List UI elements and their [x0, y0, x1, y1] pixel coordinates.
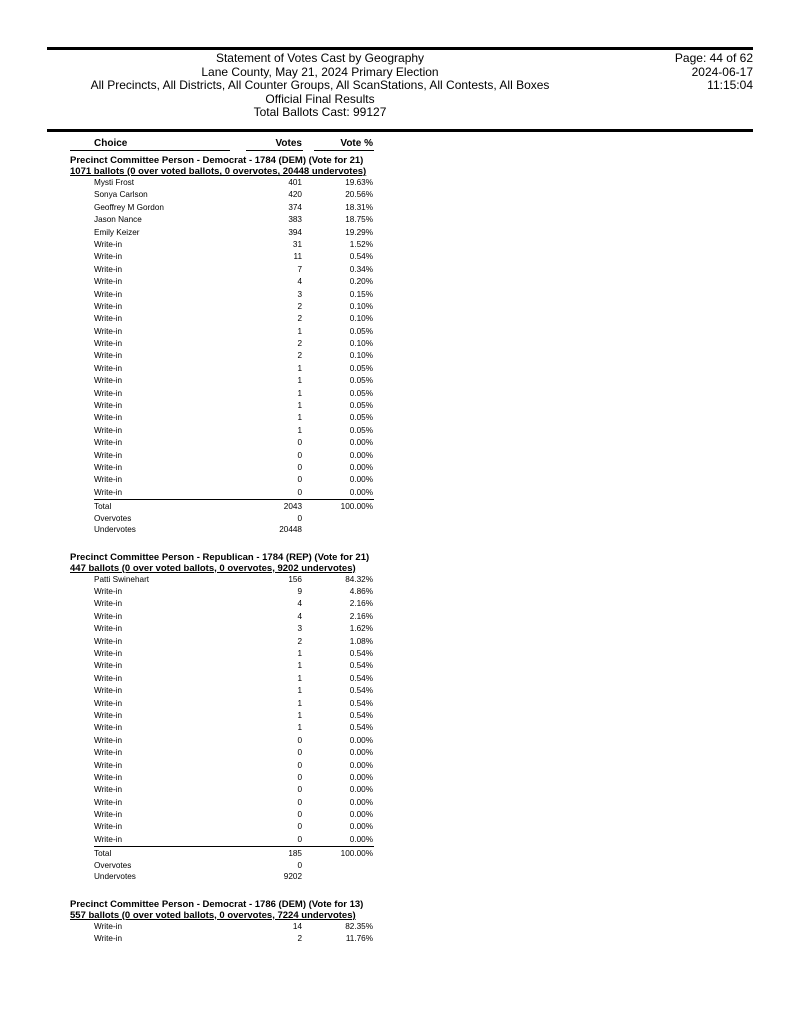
vote-percent: 0.00% [349, 462, 373, 472]
choice-name: Write-in [94, 760, 123, 770]
result-row [0, 501, 800, 513]
vote-count: 0 [297, 797, 302, 807]
result-row [0, 860, 800, 872]
vote-percent: 100.00% [340, 502, 373, 512]
choice-name: Geoffrey M Gordon [94, 202, 164, 212]
vote-percent: 0.05% [349, 388, 373, 398]
vote-count: 2 [297, 314, 302, 324]
choice-name: Overvotes [94, 513, 132, 523]
report-date: 2024-06-17 [691, 64, 753, 79]
vote-count: 0 [297, 772, 302, 782]
page-number: Page: 44 of 62 [674, 51, 753, 65]
vote-percent: 0.00% [349, 438, 373, 448]
choice-name: Write-in [94, 425, 123, 435]
choice-name: Write-in [94, 748, 123, 758]
choice-name: Total [94, 849, 112, 859]
choice-name: Write-in [94, 636, 123, 646]
result-row [0, 611, 800, 623]
vote-count: 9 [297, 587, 302, 597]
vote-count: 0 [297, 760, 302, 770]
choice-name: Sonya Carlson [94, 190, 148, 200]
contest-section [0, 899, 800, 946]
choice-name: Write-in [94, 834, 123, 844]
report-title: Statement of Votes Cast by Geography [215, 51, 425, 65]
vote-percent: 0.54% [349, 661, 373, 671]
vote-percent: 19.29% [345, 227, 373, 237]
choice-name: Write-in [94, 351, 123, 361]
page-info [593, 52, 753, 93]
result-row [0, 338, 800, 350]
result-row [0, 276, 800, 288]
vote-percent: 84.32% [345, 574, 373, 584]
result-row [0, 301, 800, 313]
choice-name: Write-in [94, 462, 123, 472]
vote-count: 7 [297, 264, 302, 274]
vote-count: 2 [297, 339, 302, 349]
vote-percent: 0.00% [349, 785, 373, 795]
vote-count: 1 [297, 698, 302, 708]
column-header-choice: Choice [94, 138, 128, 149]
column-header-votes: Votes [275, 138, 302, 149]
choice-name: Jason Nance [94, 215, 142, 225]
result-row [0, 698, 800, 710]
result-row [0, 239, 800, 251]
vote-percent: 0.54% [349, 698, 373, 708]
vote-count: 0 [297, 748, 302, 758]
contest-summary [0, 910, 800, 921]
vote-percent: 82.35% [345, 921, 373, 931]
result-row [0, 474, 800, 486]
choice-name: Write-in [94, 810, 123, 820]
election-name: Lane County, May 21, 2024 Primary Election [201, 64, 439, 79]
vote-count: 1 [297, 388, 302, 398]
vote-count: 1 [297, 710, 302, 720]
result-row [0, 251, 800, 263]
choice-name: Write-in [94, 785, 123, 795]
vote-percent: 0.54% [349, 673, 373, 683]
vote-percent: 0.20% [349, 277, 373, 287]
choice-name: Write-in [94, 723, 123, 733]
vote-count: 4 [297, 611, 302, 621]
contest-summary-text: 557 ballots (0 over voted ballots, 0 overvotes, 7224 undervotes) [70, 909, 356, 921]
vote-percent: 18.31% [345, 202, 373, 212]
vote-count: 0 [297, 450, 302, 460]
vote-count: 1 [297, 425, 302, 435]
result-row [0, 513, 800, 525]
vote-count: 1 [297, 661, 302, 671]
result-row [0, 586, 800, 598]
vote-percent: 19.63% [345, 178, 373, 187]
vote-percent: 0.05% [349, 401, 373, 411]
vote-percent: 0.00% [349, 748, 373, 758]
result-row [0, 412, 800, 424]
vote-percent: 0.54% [349, 710, 373, 720]
result-row [0, 313, 800, 325]
vote-count: 156 [288, 574, 302, 584]
vote-count: 374 [288, 202, 302, 212]
choice-name: Write-in [94, 289, 123, 299]
vote-percent: 100.00% [340, 849, 373, 859]
report-time: 11:15:04 [707, 78, 753, 93]
vote-percent: 0.54% [349, 252, 373, 262]
choice-name: Write-in [94, 934, 123, 944]
vote-count: 1 [297, 413, 302, 423]
choice-name: Write-in [94, 301, 123, 311]
choice-name: Write-in [94, 438, 123, 448]
result-row [0, 462, 800, 474]
result-row [0, 797, 800, 809]
result-row [0, 400, 800, 412]
result-row [0, 264, 800, 276]
vote-count: 0 [297, 810, 302, 820]
vote-count: 0 [297, 834, 302, 844]
result-row [0, 673, 800, 685]
result-row [0, 648, 800, 660]
choice-name: Write-in [94, 363, 123, 373]
choice-name: Write-in [94, 822, 123, 832]
column-header-rule [246, 150, 303, 151]
choice-name: Write-in [94, 475, 123, 485]
contest-section [0, 155, 800, 536]
result-row [0, 350, 800, 362]
choice-name: Mysti Frost [94, 178, 135, 187]
vote-percent: 0.00% [349, 797, 373, 807]
column-header-rule [70, 150, 230, 151]
result-row [0, 574, 800, 586]
vote-percent: 0.00% [349, 810, 373, 820]
vote-count: 2 [297, 934, 302, 944]
result-row [0, 921, 800, 933]
result-row [0, 710, 800, 722]
vote-percent: 0.05% [349, 363, 373, 373]
choice-name: Write-in [94, 326, 123, 336]
top-rule [47, 47, 753, 50]
vote-count: 3 [297, 289, 302, 299]
result-row [0, 177, 800, 189]
vote-percent: 2.16% [349, 599, 373, 609]
choice-name: Write-in [94, 376, 123, 386]
contest-summary [0, 563, 800, 574]
choice-name: Undervotes [94, 525, 136, 535]
vote-percent: 11.76% [345, 934, 373, 944]
result-row [0, 722, 800, 734]
column-header-vote-pct: Vote % [340, 138, 373, 149]
vote-percent: 0.15% [349, 289, 373, 299]
choice-name: Write-in [94, 314, 123, 324]
results-status: Official Final Results [265, 91, 375, 106]
vote-percent: 0.54% [349, 649, 373, 658]
vote-percent: 0.00% [349, 450, 373, 460]
vote-percent: 20.56% [345, 190, 373, 200]
vote-count: 185 [288, 849, 302, 859]
vote-percent: 0.05% [349, 376, 373, 386]
contest-title: Precinct Committee Person - Democrat - 1784 (DEM) (Vote for 21) [70, 155, 364, 166]
vote-count: 4 [297, 599, 302, 609]
vote-count: 0 [297, 785, 302, 795]
choice-name: Write-in [94, 797, 123, 807]
contest-summary-text: 447 ballots (0 over voted ballots, 0 overvotes, 9202 undervotes) [70, 562, 356, 574]
result-row [0, 598, 800, 610]
choice-name: Write-in [94, 686, 123, 696]
result-row [0, 747, 800, 759]
vote-count: 2 [297, 351, 302, 361]
contest-title: Precinct Committee Person - Democrat - 1786 (DEM) (Vote for 13) [70, 898, 364, 910]
vote-percent: 18.75% [345, 215, 373, 225]
result-row [0, 450, 800, 462]
choice-name: Write-in [94, 921, 123, 931]
vote-count: 0 [297, 513, 302, 523]
vote-count: 1 [297, 363, 302, 373]
vote-count: 0 [297, 462, 302, 472]
choice-name: Write-in [94, 587, 123, 597]
vote-percent: 0.00% [349, 822, 373, 832]
choice-name: Patti Swinehart [94, 574, 150, 584]
choice-name: Write-in [94, 624, 123, 634]
result-row [0, 784, 800, 796]
choice-name: Write-in [94, 661, 123, 671]
vote-percent: 0.05% [349, 425, 373, 435]
vote-count: 20448 [279, 525, 302, 535]
header-rule [47, 129, 753, 132]
vote-percent: 2.16% [349, 611, 373, 621]
choice-name: Emily Keizer [94, 227, 140, 237]
result-row [0, 437, 800, 449]
vote-count: 3 [297, 624, 302, 634]
result-row [94, 487, 374, 500]
result-row [0, 363, 800, 375]
choice-name: Overvotes [94, 860, 132, 870]
choice-name: Total [94, 502, 112, 512]
vote-percent: 0.10% [349, 339, 373, 349]
vote-percent: 0.00% [349, 487, 373, 497]
result-row [0, 202, 800, 214]
result-row [0, 326, 800, 338]
choice-name: Write-in [94, 487, 123, 497]
result-row [0, 848, 800, 860]
vote-percent: 1.08% [349, 636, 373, 646]
vote-count: 31 [292, 239, 302, 249]
vote-percent: 0.54% [349, 723, 373, 733]
result-row [0, 227, 800, 239]
vote-count: 2 [297, 636, 302, 646]
choice-name: Write-in [94, 277, 123, 287]
contest-title: Precinct Committee Person - Republican - 1784 (REP) (Vote for 21) [70, 551, 370, 563]
vote-count: 9202 [283, 872, 302, 882]
result-row [0, 623, 800, 635]
vote-percent: 0.54% [349, 686, 373, 696]
vote-count: 1 [297, 723, 302, 733]
vote-percent: 4.86% [349, 587, 373, 597]
choice-name: Write-in [94, 649, 123, 658]
choice-name: Write-in [94, 252, 123, 262]
result-row [0, 214, 800, 226]
choice-name: Write-in [94, 413, 123, 423]
vote-percent: 0.10% [349, 351, 373, 361]
result-row [0, 809, 800, 821]
vote-count: 401 [288, 178, 302, 187]
choice-name: Write-in [94, 611, 123, 621]
vote-count: 0 [297, 487, 302, 497]
vote-percent: 0.00% [349, 834, 373, 844]
vote-count: 0 [297, 475, 302, 485]
vote-count: 0 [297, 860, 302, 870]
choice-name: Write-in [94, 710, 123, 720]
vote-count: 11 [293, 252, 302, 262]
vote-count: 2043 [283, 502, 302, 512]
vote-count: 1 [297, 649, 302, 658]
result-row [0, 636, 800, 648]
contest-section [0, 552, 800, 883]
vote-count: 1 [297, 376, 302, 386]
vote-percent: 0.00% [349, 760, 373, 770]
choice-name: Write-in [94, 772, 123, 782]
result-row [0, 760, 800, 772]
contest-summary-text: 1071 ballots (0 over voted ballots, 0 overvotes, 20448 undervotes) [70, 166, 367, 177]
vote-count: 1 [297, 401, 302, 411]
vote-percent: 0.05% [349, 413, 373, 423]
vote-percent: 0.00% [349, 772, 373, 782]
vote-count: 1 [297, 326, 302, 336]
choice-name: Write-in [94, 239, 123, 249]
result-row [0, 933, 800, 945]
choice-name: Write-in [94, 599, 123, 609]
column-header-rule [314, 150, 374, 151]
vote-percent: 0.05% [349, 326, 373, 336]
results-content [0, 155, 800, 962]
vote-count: 0 [297, 735, 302, 745]
vote-percent: 0.00% [349, 475, 373, 485]
total-ballots-cast: Total Ballots Cast: 99127 [253, 105, 387, 120]
result-row [0, 735, 800, 747]
choice-name: Write-in [94, 450, 123, 460]
result-row [0, 685, 800, 697]
choice-name: Write-in [94, 673, 123, 683]
result-row [0, 524, 800, 536]
result-row [94, 834, 374, 847]
result-row [0, 821, 800, 833]
result-row [0, 425, 800, 437]
choice-name: Write-in [94, 698, 123, 708]
result-row [0, 871, 800, 883]
choice-name: Undervotes [94, 872, 136, 882]
vote-count: 0 [297, 822, 302, 832]
vote-percent: 0.00% [349, 735, 373, 745]
vote-count: 2 [297, 301, 302, 311]
vote-count: 1 [297, 673, 302, 683]
result-row [0, 388, 800, 400]
vote-count: 0 [297, 438, 302, 448]
choice-name: Write-in [94, 735, 123, 745]
vote-count: 394 [288, 227, 302, 237]
choice-name: Write-in [94, 388, 123, 398]
vote-count: 383 [288, 215, 302, 225]
vote-count: 4 [297, 277, 302, 287]
result-row [0, 375, 800, 387]
contest-summary [0, 166, 800, 177]
choice-name: Write-in [94, 339, 123, 349]
result-row [0, 660, 800, 672]
vote-percent: 0.10% [349, 301, 373, 311]
vote-percent: 1.62% [349, 624, 373, 634]
vote-percent: 1.52% [349, 239, 373, 249]
vote-count: 420 [288, 190, 302, 200]
vote-count: 1 [297, 686, 302, 696]
vote-percent: 0.34% [349, 264, 373, 274]
report-scope: All Precincts, All Districts, All Counter Groups, All ScanStations, All Contests, All Boxes [90, 78, 550, 93]
vote-count: 14 [292, 921, 302, 931]
result-row [0, 772, 800, 784]
result-row [0, 289, 800, 301]
report-title-block [47, 52, 593, 120]
choice-name: Write-in [94, 401, 123, 411]
result-row [0, 189, 800, 201]
vote-percent: 0.10% [349, 314, 373, 324]
choice-name: Write-in [94, 264, 123, 274]
